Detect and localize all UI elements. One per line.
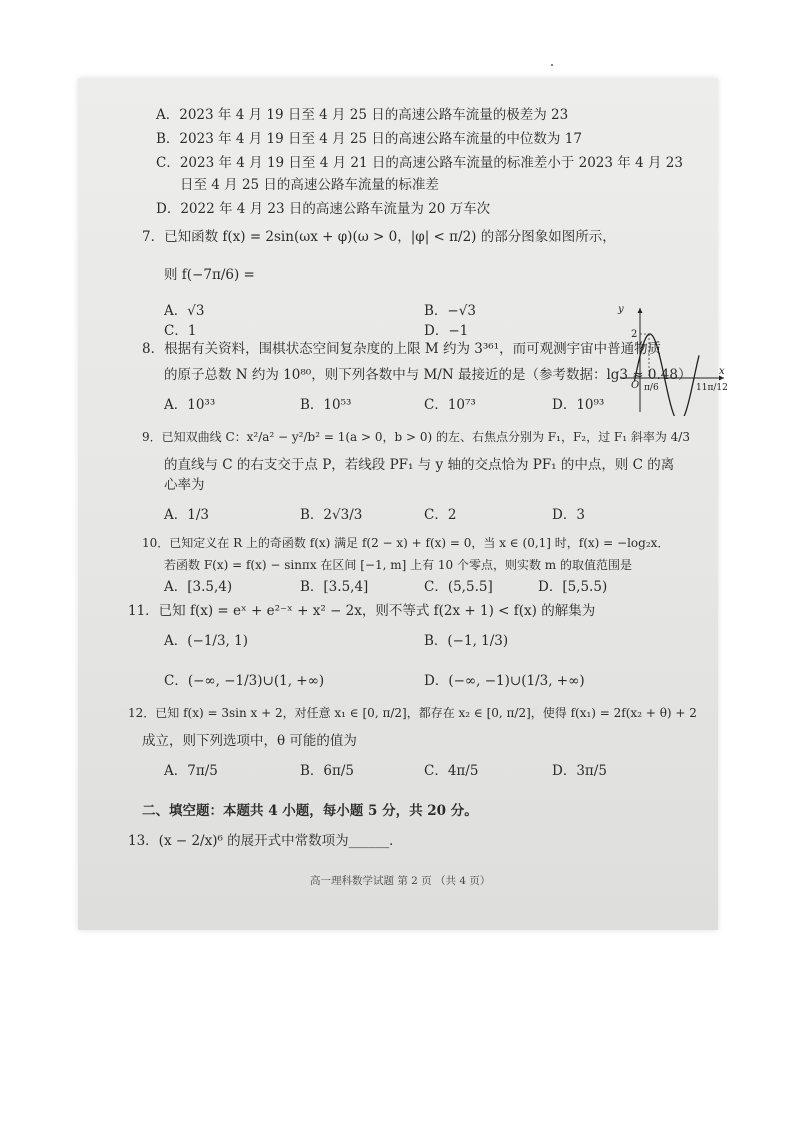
q7-option-a: A．√3 [164,303,205,319]
q9-line1: 9．已知双曲线 C：x²/a² − y²/b² = 1(a > 0，b > 0) 的左、右焦点分别为 F₁，F₂，过 F₁ 斜率为 4/3 [142,430,690,444]
q6-option-c-cont: 日至 4 月 25 日的高速公路车流量的标准差 [180,177,439,193]
x-tick-label-1: π/6 [644,383,659,393]
q12-option-a: A．7π/5 [164,763,218,779]
q7-option-b: B．−√3 [424,303,476,319]
q12-line2: 成立，则下列选项中，θ 可能的值为 [142,733,357,749]
q10-line2: 若函数 F(x) = f(x) − sinπx 在区间 [−1, m] 上有 10 个零点，则实数 m 的取值范围是 [164,558,633,572]
q6-option-c: C．2023 年 4 月 19 日至 4 月 21 日的高速公路车流量的标准差小于 2023 年 4 月 23 [156,155,683,171]
sine-curve [634,334,699,416]
q9-line2: 的直线与 C 的右支交于点 P，若线段 PF₁ 与 y 轴的交点恰为 PF₁ 的中点，则 C 的离 [164,457,675,473]
y-axis-label: y [618,304,624,315]
x-tick-label-2: 11π/12 [696,383,728,393]
q9-option-c: C．2 [424,507,457,523]
q13: 13．(x − 2/x)⁶ 的展开式中常数项为______． [128,833,403,849]
q10-option-c: C．(5,5.5] [424,579,493,595]
q12-option-b: B．6π/5 [300,763,355,779]
q10-option-b: B．[3.5,4] [300,579,369,595]
q6-option-b: B．2023 年 4 月 19 日至 4 月 25 日的高速公路车流量的中位数为 17 [156,131,582,147]
q7-option-c: C．1 [164,323,197,339]
x-axis-label: x [719,366,725,377]
q7-option-d: D．−1 [424,323,469,339]
q7-sine-graph [616,304,728,416]
q9-option-d: D．3 [552,507,585,523]
page-footer: 高一理科数学试题 第 2 页 （共 4 页） [310,875,491,887]
q11-stem: 11．已知 f(x) = eˣ + e²⁻ˣ + x² − 2x，则不等式 f(2x + 1) < f(x) 的解集为 [128,603,596,619]
q8-line2: 的原子总数 N 约为 10⁸⁰，则下列各数中与 M/N 最接近的是（参考数据：lg3 ≈ 0.48） [164,367,692,383]
q12-option-d: D．3π/5 [552,763,607,779]
q11-option-c: C．(−∞, −1/3)∪(1, +∞) [164,673,325,689]
q11-option-b: B．(−1, 1/3) [424,633,509,649]
section-heading: 二、填空题：本题共 4 小题，每小题 5 分，共 20 分。 [142,803,478,819]
q11-option-d: D．(−∞, −1)∪(1/3, +∞) [424,673,585,689]
q11-option-a: A．(−1/3, 1) [164,633,248,649]
q8-line1: 8．根据有关资料，围棋状态空间复杂度的上限 M 约为 3³⁶¹，而可观测宇宙中普通物质 [142,341,662,357]
q10-option-d: D．[5,5.5) [538,579,608,595]
q8-option-a: A．10³³ [164,397,216,413]
y-tick-label: 2 [631,329,638,340]
y-axis-arrow [638,308,643,313]
q9-line3: 心率为 [164,477,205,493]
q12-line1: 12．已知 f(x) = 3sin x + 2，对任意 x₁ ∈ [0, π/2]，都存在 x₂ ∈ [0, π/2]，使得 f(x₁) = 2f(x₂ + θ) + 2 [128,706,697,720]
q9-option-b: B．2√3/3 [300,507,363,523]
q8-option-b: B．10⁵³ [300,397,352,413]
q7-stem: 7．已知函数 f(x) = 2sin(ωx + φ)(ω > 0，|φ| < π/2) 的部分图象如图所示， [142,229,616,245]
q8-option-d: D．10⁹³ [552,397,605,413]
q7-ask: 则 f(−7π/6) = [164,267,255,283]
q6-option-a: A．2023 年 4 月 19 日至 4 月 25 日的高速公路车流量的极差为 23 [156,107,569,123]
q10-line1: 10．已知定义在 R 上的奇函数 f(x) 满足 f(2 − x) + f(x) = 0，当 x ∈ (0,1] 时，f(x) = −log₂x． [142,536,670,550]
q6-option-d: D．2022 年 4 月 23 日的高速公路车流量为 20 万车次 [156,201,491,217]
q9-option-a: A．1/3 [164,507,209,523]
speck [551,64,553,66]
origin-label: O [631,380,640,391]
exam-page [78,78,728,930]
q10-option-a: A．[3.5,4) [164,579,233,595]
q8-option-c: C．10⁷³ [424,397,476,413]
q12-option-c: C．4π/5 [424,763,479,779]
